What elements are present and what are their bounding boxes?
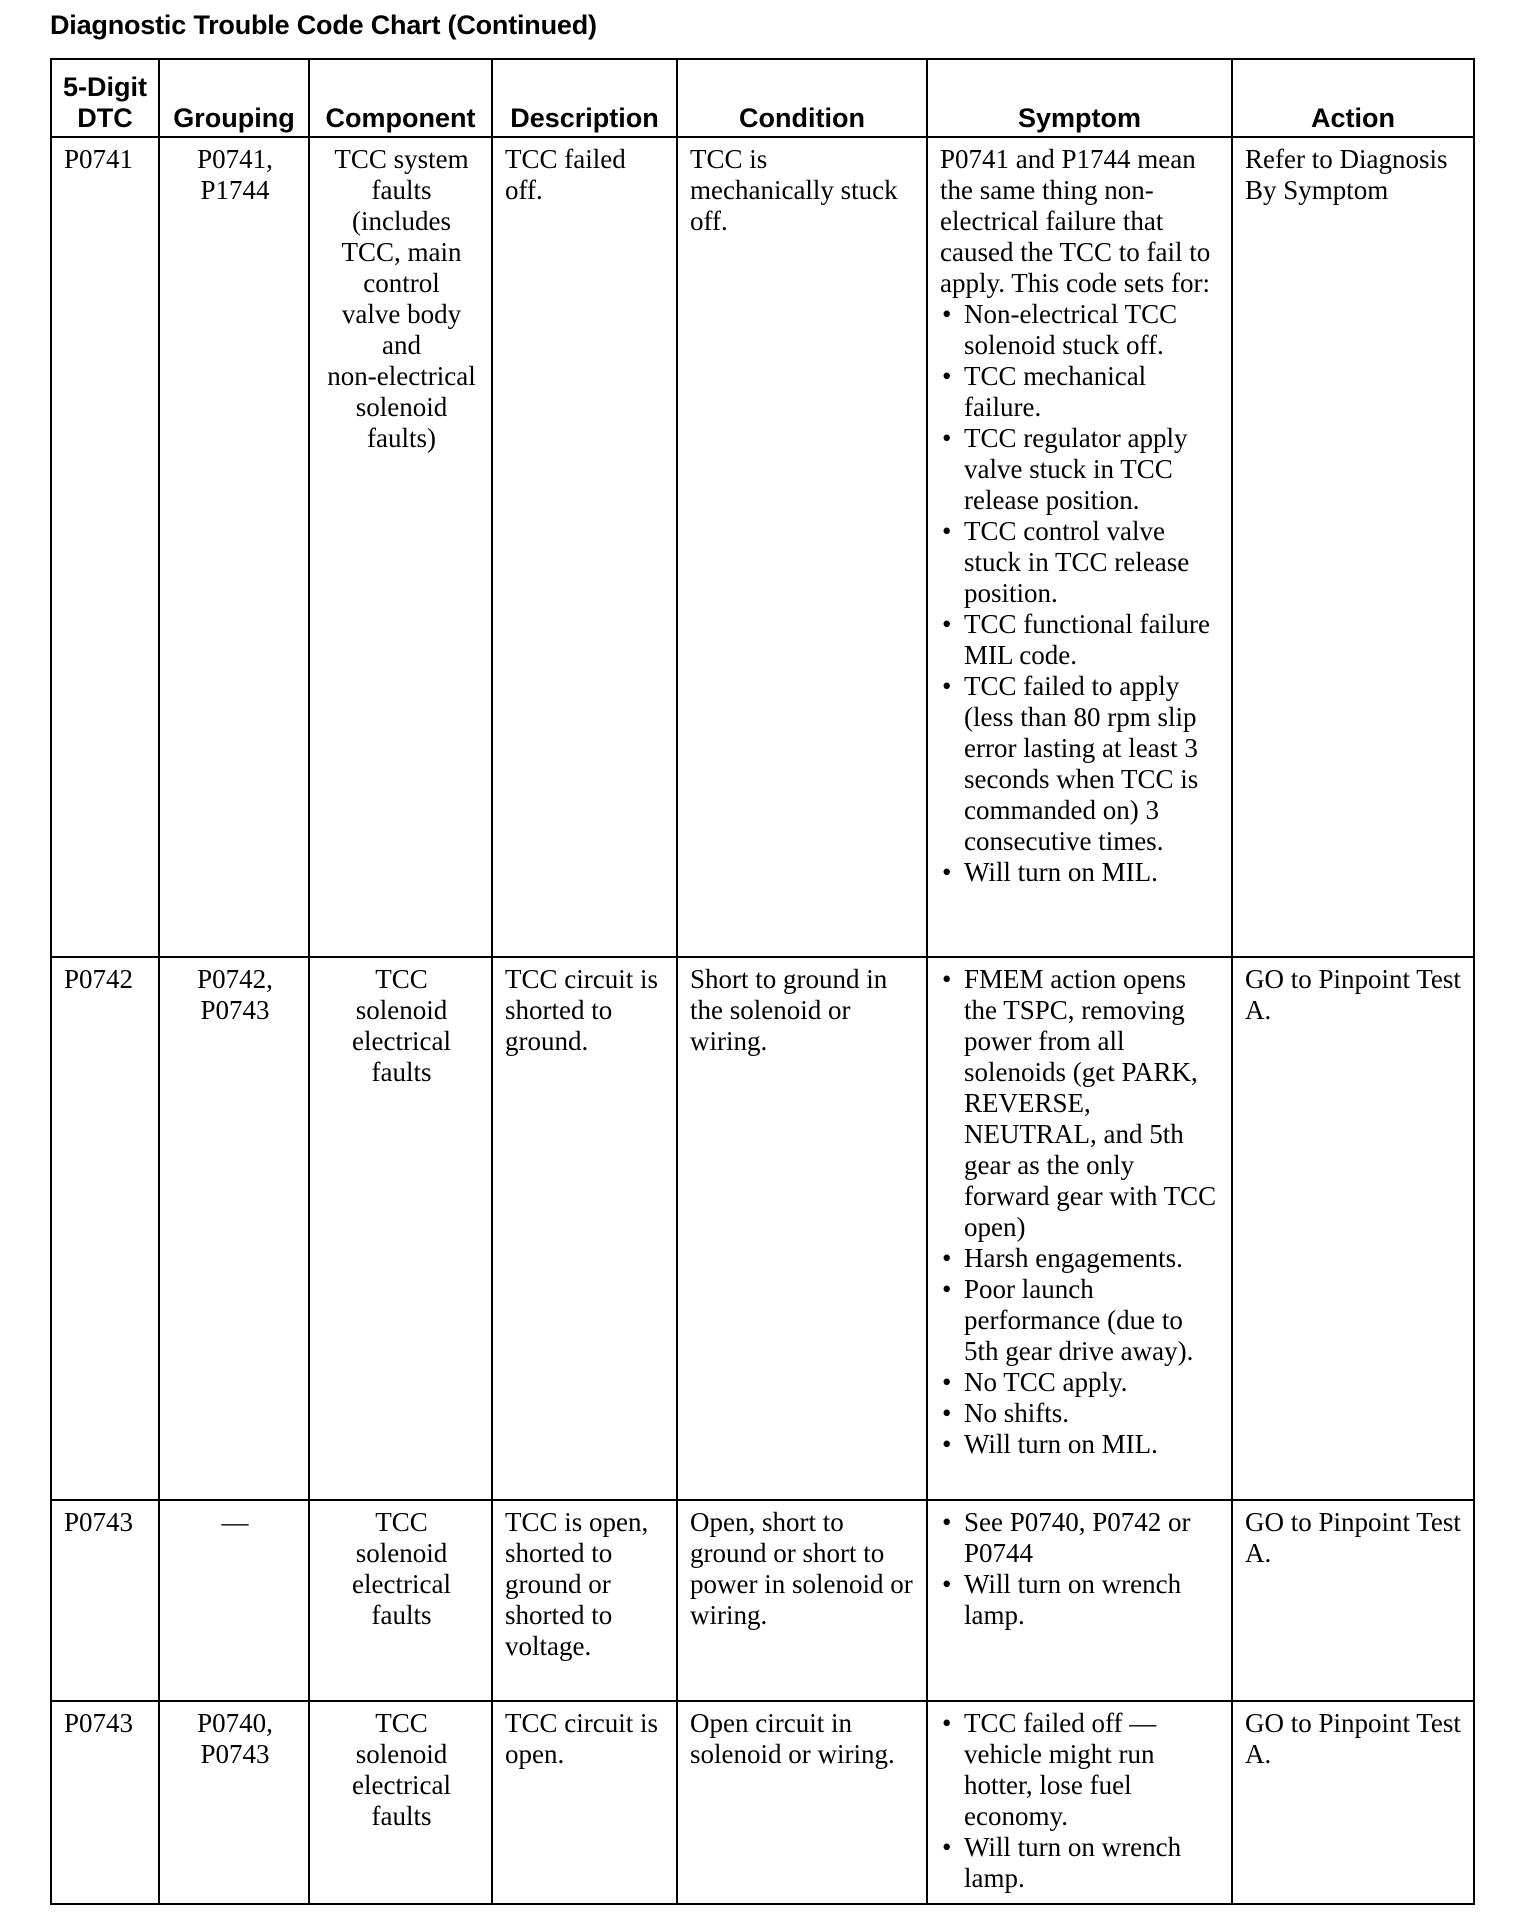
component-line: TCC xyxy=(375,964,428,994)
symptom-bullet: • No shifts. xyxy=(940,1398,1221,1429)
symptom-bullet: • TCC functional failure MIL code. xyxy=(940,609,1221,671)
grouping-line: P0743 xyxy=(200,1739,270,1769)
condition-text: TCC is mechanically stuck off. xyxy=(690,144,898,236)
header-symptom: Symptom xyxy=(927,59,1232,137)
grouping-line: P0742, xyxy=(197,964,273,994)
dtc-code: P0743 xyxy=(64,1708,134,1738)
component-line: faults xyxy=(371,1600,432,1630)
table-row xyxy=(51,957,1474,1500)
description-text: TCC failed off. xyxy=(505,144,626,205)
symptom-bullet: • Will turn on wrench lamp. xyxy=(940,1569,1221,1631)
grouping-cell xyxy=(159,1701,309,1904)
symptom-list xyxy=(940,299,1221,888)
condition-text: Short to ground in the solenoid or wiring. xyxy=(690,964,888,1056)
grouping-line: P1744 xyxy=(200,175,270,205)
dtc-cell xyxy=(51,137,159,957)
grouping-line: — xyxy=(221,1507,249,1537)
component-line: TCC xyxy=(375,1708,428,1738)
symptom-bullet: • TCC control valve stuck in TCC release position. xyxy=(940,516,1221,609)
grouping-cell xyxy=(159,1500,309,1701)
condition-cell xyxy=(677,137,927,957)
action-cell xyxy=(1232,957,1474,1500)
action-cell xyxy=(1232,137,1474,957)
description-text: TCC circuit is shorted to ground. xyxy=(505,964,658,1056)
component-line: electrical xyxy=(352,1770,451,1800)
symptom-bullet: • Will turn on MIL. xyxy=(940,1429,1221,1460)
component-line: valve body xyxy=(341,299,462,329)
dtc-cell xyxy=(51,1701,159,1904)
dtc-code: P0743 xyxy=(64,1507,134,1537)
description-text: TCC circuit is open. xyxy=(505,1708,658,1769)
dtc-code: P0742 xyxy=(64,964,134,994)
table-row xyxy=(51,1500,1474,1701)
description-cell xyxy=(492,1500,677,1701)
header-component: Component xyxy=(309,59,492,137)
header-description: Description xyxy=(492,59,677,137)
symptom-cell xyxy=(927,137,1232,957)
component-line: faults xyxy=(371,1057,432,1087)
grouping-cell xyxy=(159,957,309,1500)
symptom-cell xyxy=(927,957,1232,1500)
component-cell xyxy=(309,137,492,957)
symptom-bullet: • TCC failed to apply (less than 80 rpm slip error lasting at least 3 seconds when TCC is commanded on) 3 consecutive times. xyxy=(940,671,1221,857)
condition-cell xyxy=(677,957,927,1500)
component-line: electrical xyxy=(352,1569,451,1599)
grouping-line: P0743 xyxy=(200,995,270,1025)
table-row xyxy=(51,137,1474,957)
symptom-bullet: • See P0740, P0742 or P0744 xyxy=(940,1507,1221,1569)
symptom-bullet: • FMEM action opens the TSPC, removing power from all solenoids (get PARK, REVERSE, NEUTRAL, and 5th gear as the only forward gear with TCC open) xyxy=(940,964,1221,1243)
condition-cell xyxy=(677,1701,927,1904)
symptom-bullet: • No TCC apply. xyxy=(940,1367,1221,1398)
header-dtc xyxy=(51,59,159,137)
component-line: solenoid xyxy=(355,1739,448,1769)
grouping-line: P0740, xyxy=(197,1708,273,1738)
component-line: TCC system xyxy=(334,144,469,174)
dtc-cell xyxy=(51,957,159,1500)
component-line: faults xyxy=(371,1801,432,1831)
description-cell xyxy=(492,137,677,957)
symptom-bullet: • TCC failed off — vehicle might run hotter, lose fuel economy. xyxy=(940,1708,1221,1832)
symptom-bullet: • Non-electrical TCC solenoid stuck off. xyxy=(940,299,1221,361)
symptom-list xyxy=(940,964,1221,1460)
condition-text: Open, short to ground or short to power in solenoid or wiring. xyxy=(690,1507,913,1630)
header-dtc-line2: DTC xyxy=(77,103,133,133)
component-line: TCC xyxy=(375,1507,428,1537)
symptom-bullet: • Poor launch performance (due to 5th gear drive away). xyxy=(940,1274,1221,1367)
dtc-cell xyxy=(51,1500,159,1701)
description-text: TCC is open, shorted to ground or shorted to voltage. xyxy=(505,1507,649,1661)
symptom-intro: P0741 and P1744 mean the same thing non-electrical failure that caused the TCC to fail to apply. This code sets for: xyxy=(940,144,1211,298)
component-line: electrical xyxy=(352,1026,451,1056)
condition-text: Open circuit in solenoid or wiring. xyxy=(690,1708,895,1769)
table-row xyxy=(51,1701,1474,1904)
symptom-bullet: • TCC regulator apply valve stuck in TCC release position. xyxy=(940,423,1221,516)
action-text: GO to Pinpoint Test A. xyxy=(1245,964,1461,1025)
component-line: and xyxy=(382,330,421,360)
symptom-cell xyxy=(927,1500,1232,1701)
component-line: solenoid xyxy=(355,392,448,422)
header-action: Action xyxy=(1232,59,1474,137)
page-title: Diagnostic Trouble Code Chart (Continued) xyxy=(50,10,597,40)
dtc-chart-table xyxy=(50,58,1475,1905)
header-condition: Condition xyxy=(677,59,927,137)
symptom-cell xyxy=(927,1701,1232,1904)
component-line: non-electrical xyxy=(327,361,476,391)
component-cell xyxy=(309,1500,492,1701)
header-grouping: Grouping xyxy=(159,59,309,137)
grouping-line: P0741, xyxy=(197,144,273,174)
component-line: control xyxy=(363,268,440,298)
action-cell xyxy=(1232,1500,1474,1701)
symptom-bullet: • Harsh engagements. xyxy=(940,1243,1221,1274)
action-cell xyxy=(1232,1701,1474,1904)
component-line: faults) xyxy=(367,423,436,453)
table-body xyxy=(51,137,1474,1904)
component-cell xyxy=(309,957,492,1500)
condition-cell xyxy=(677,1500,927,1701)
symptom-bullet: • TCC mechanical failure. xyxy=(940,361,1221,423)
action-text: Refer to Diagnosis By Symptom xyxy=(1245,144,1448,205)
component-cell xyxy=(309,1701,492,1904)
component-line: faults xyxy=(371,175,432,205)
component-line: solenoid xyxy=(355,1538,448,1568)
header-dtc-line1: 5-Digit xyxy=(63,72,147,102)
component-line: solenoid xyxy=(355,995,448,1025)
symptom-list xyxy=(940,1708,1221,1894)
component-line: (includes xyxy=(352,206,451,236)
description-cell xyxy=(492,957,677,1500)
symptom-list xyxy=(940,1507,1221,1631)
action-text: GO to Pinpoint Test A. xyxy=(1245,1507,1461,1568)
component-line: TCC, main xyxy=(341,237,462,267)
symptom-bullet: • Will turn on wrench lamp. xyxy=(940,1832,1221,1894)
action-text: GO to Pinpoint Test A. xyxy=(1245,1708,1461,1769)
symptom-bullet: • Will turn on MIL. xyxy=(940,857,1221,888)
description-cell xyxy=(492,1701,677,1904)
header-row xyxy=(51,59,1474,137)
grouping-cell xyxy=(159,137,309,957)
dtc-code: P0741 xyxy=(64,144,134,174)
